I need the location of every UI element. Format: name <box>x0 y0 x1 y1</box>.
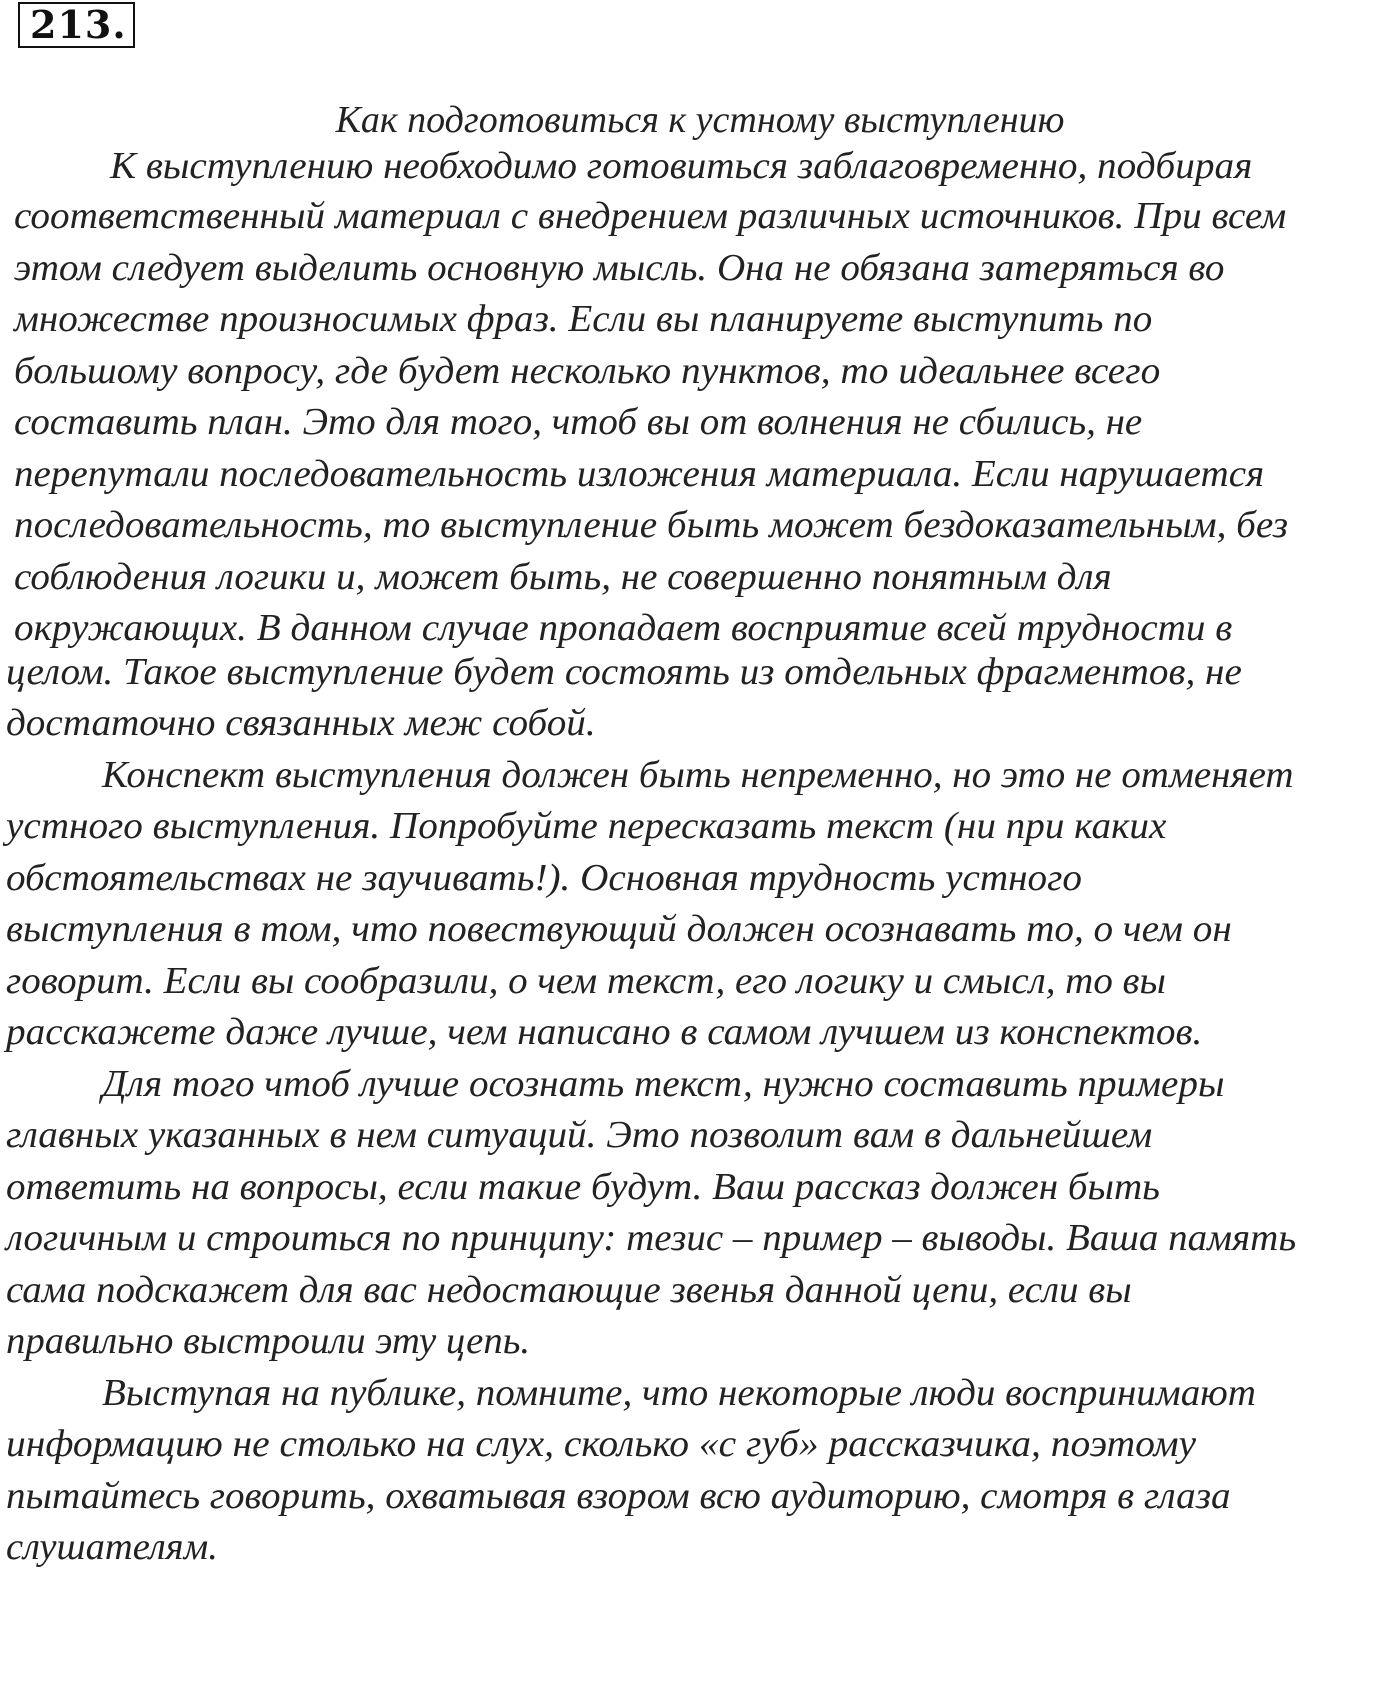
text-line: говорит. Если вы сообразили, о чем текст, его логику и смысл, то вы <box>6 960 1166 1002</box>
text-line: соблюдения логики и, может быть, не совершенно понятным для <box>14 556 1112 598</box>
text-line: выступления в том, что повествующий должен осознавать то, о чем он <box>6 908 1232 950</box>
text-line: обстоятельствах не заучивать!). Основная трудность устного <box>6 857 1082 899</box>
text-line: Выступая на публике, помните, что некоторые люди воспринимают <box>102 1372 1256 1414</box>
text-line: большому вопросу, где будет несколько пунктов, то идеальнее всего <box>14 350 1161 392</box>
text-line: Для того чтоб лучше осознать текст, нужно составить примеры <box>102 1063 1225 1105</box>
text-line: составить план. Это для того, чтоб вы от волнения не сбились, не <box>14 401 1143 443</box>
text-line: расскажете даже лучше, чем написано в самом лучшем из конспектов. <box>6 1011 1203 1053</box>
text-line: перепутали последовательность изложения материала. Если нарушается <box>14 453 1265 495</box>
text-line: ответить на вопросы, если такие будут. Ваш рассказ должен быть <box>6 1166 1160 1208</box>
text-line: целом. Такое выступление будет состоять из отдельных фрагментов, не <box>6 651 1242 693</box>
text-line: Конспект выступления должен быть непременно, но это не отменяет <box>102 754 1294 796</box>
text-line: множестве произносимых фраз. Если вы планируете выступить по <box>14 298 1153 340</box>
text-line: К выступлению необходимо готовиться заблаговременно, подбирая <box>110 145 1253 187</box>
text-line: главных указанных в нем ситуаций. Это позволит вам в дальнейшем <box>6 1114 1153 1156</box>
text-line: логичным и строиться по принципу: тезис – пример – выводы. Ваша память <box>6 1217 1297 1259</box>
task-number-box: 213. <box>18 2 135 48</box>
text-line: пытайтесь говорить, охватывая взором всю аудиторию, смотря в глаза <box>6 1475 1231 1517</box>
text-line: слушателям. <box>6 1526 218 1568</box>
text-line: соответственный материал с внедрением различных источников. При всем <box>14 195 1287 237</box>
text-line: сама подскажет для вас недостающие звенья данной цепи, если вы <box>6 1269 1132 1311</box>
text-line: достаточно связанных меж собой. <box>6 702 596 744</box>
text-line: информацию не столько на слух, сколько «с губ» рассказчика, поэтому <box>6 1423 1197 1465</box>
document-title: Как подготовиться к устному выступлению <box>335 99 1065 141</box>
text-line: последовательность, то выступление быть может бездоказательным, без <box>14 504 1289 546</box>
text-line: этом следует выделить основную мысль. Она не обязана затеряться во <box>14 247 1225 289</box>
text-line: правильно выстроили эту цепь. <box>6 1320 531 1362</box>
text-line: окружающих. В данном случае пропадает восприятие всей трудности в <box>14 607 1233 649</box>
text-line: устного выступления. Попробуйте пересказать текст (ни при каких <box>6 805 1167 847</box>
